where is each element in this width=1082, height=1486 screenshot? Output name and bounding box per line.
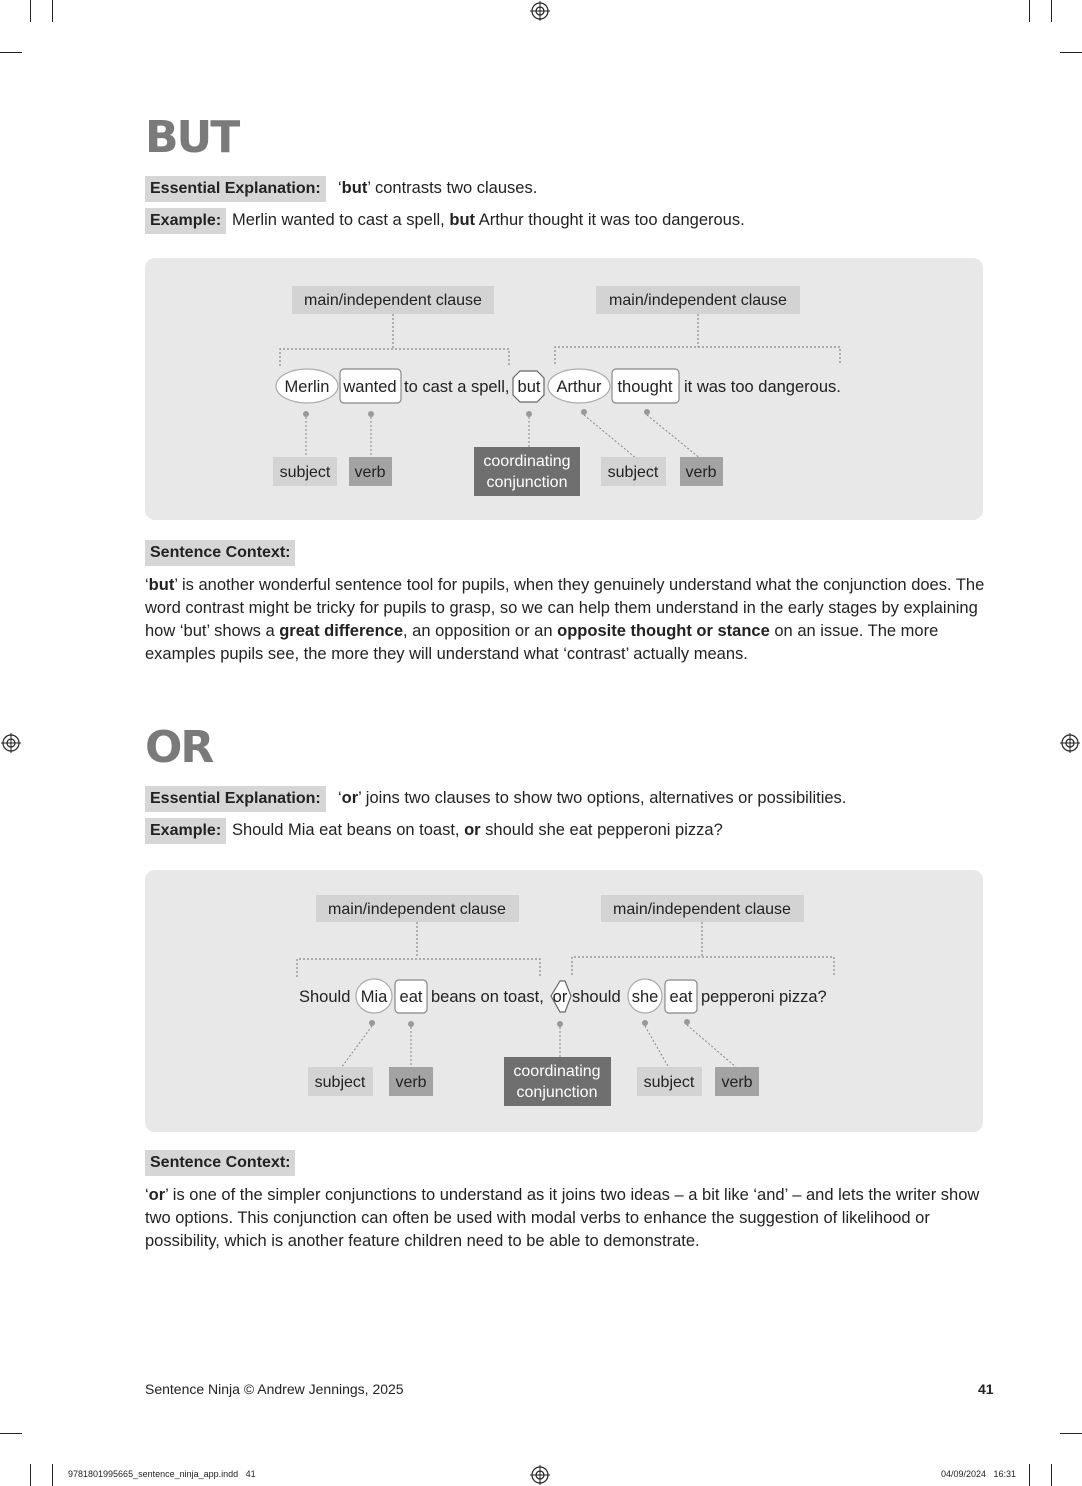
page-number: 41 [978,1381,994,1397]
crop-mark [30,0,31,22]
clause-label-right: main/independent clause [613,901,791,918]
conjunction-tag-label: conjunction [486,474,568,491]
word-segment: it was too dangerous. [684,378,841,396]
registration-mark-icon [530,1,550,21]
subject-tag-label: subject [279,464,331,481]
clause-label-left: main/independent clause [328,901,506,918]
verb-tag-label: verb [685,464,717,481]
crop-mark [1051,1464,1052,1486]
word-or: or [552,988,568,1006]
crop-mark [1029,1464,1030,1486]
crop-mark [0,52,22,53]
sentence-diagram [145,870,983,1132]
sentence-context-label: Sentence Context: [145,1150,295,1176]
registration-mark-icon [1060,733,1080,753]
connector-dot [303,409,650,417]
conjunction-tag-label: coordinating [513,1063,601,1080]
crop-mark [1051,0,1052,22]
word-wanted: wanted [343,378,397,396]
footer-credit: Sentence Ninja © Andrew Jennings, 2025 [145,1381,404,1397]
slug-file-info: 9781801995665_sentence_ninja_app.indd 41 [68,1469,256,1479]
example-label: Example: [145,208,226,234]
word-segment: pepperoni pizza? [701,988,827,1006]
clause-label-left: main/independent clause [304,292,482,309]
example-text: Merlin wanted to cast a spell, but Arthur thought it was too dangerous. [232,211,745,229]
conjunction-tag-label: coordinating [483,453,571,470]
word-eat: eat [669,988,693,1006]
crop-mark [0,1433,22,1434]
crop-mark [1060,1433,1082,1434]
word-but: but [517,378,541,396]
clause-bracket [280,314,840,366]
sentence-context-paragraph: ‘but’ is another wonderful sentence tool for pupils, when they genuinely understand what the conjunction does. The word contrast might be tricky for pupils to grasp, so we can help them understand in the early stages by explaining how ‘but’ shows a great difference, an opposition or an opposite thought or stance on an issue. The more examples pupils see, the more they will understand what ‘contrast’ actually means. [145,576,985,663]
crop-mark [1060,52,1082,53]
sentence-diagram-panel [145,258,983,520]
registration-mark-icon [530,1465,550,1485]
subject-tag-label: subject [314,1074,366,1091]
essential-explanation-label: Essential Explanation: [145,786,326,812]
word-thought: thought [617,378,673,396]
sentence-context-paragraph: ‘or’ is one of the simpler conjunctions to understand as it joins two ideas – a bit like ‘and’ – and lets the writer show two options. This conjunction can often be used with modal verbs to enhance the suggestion of likelihood or possibility, which is another feature children need to be able to demonstrate. [145,1186,980,1250]
word-eat: eat [399,988,423,1006]
subject-tag-label: subject [643,1074,695,1091]
sentence-diagram [145,258,983,520]
sentence-diagram-panel [145,870,983,1132]
section-heading-but: BUT [145,112,239,163]
example-text: Should Mia eat beans on toast, or should she eat pepperoni pizza? [232,821,723,839]
word-segment: Should [299,988,351,1006]
essential-explanation-label: Essential Explanation: [145,176,326,202]
crop-mark [52,0,53,22]
word-segment: to cast a spell, [404,378,510,396]
conjunction-tag-label: conjunction [516,1084,598,1101]
word-segment: beans on toast, [431,988,544,1006]
registration-mark-icon [1,733,21,753]
verb-tag-label: verb [395,1074,427,1091]
crop-mark [1029,0,1030,22]
essential-explanation-text: ‘but’ contrasts two clauses. [338,179,538,197]
subject-tag-label: subject [607,464,659,481]
essential-explanation-text: ‘or’ joins two clauses to show two options, alternatives or possibilities. [338,789,847,807]
clause-bracket [297,922,834,977]
word-mia: Mia [360,988,388,1006]
word-merlin: Merlin [284,378,330,396]
clause-label-right: main/independent clause [609,292,787,309]
crop-mark [30,1464,31,1486]
connector-dot [369,1019,690,1027]
slug-date-info: 04/09/2024 16:31 [941,1469,1017,1479]
example-label: Example: [145,818,226,844]
section-heading-or: OR [145,722,213,773]
verb-tag-label: verb [721,1074,753,1091]
word-she: she [631,988,659,1006]
sentence-context-label: Sentence Context: [145,540,295,566]
crop-mark [52,1464,53,1486]
word-arthur: Arthur [556,378,602,396]
verb-tag-label: verb [354,464,386,481]
word-segment: should [572,988,621,1006]
